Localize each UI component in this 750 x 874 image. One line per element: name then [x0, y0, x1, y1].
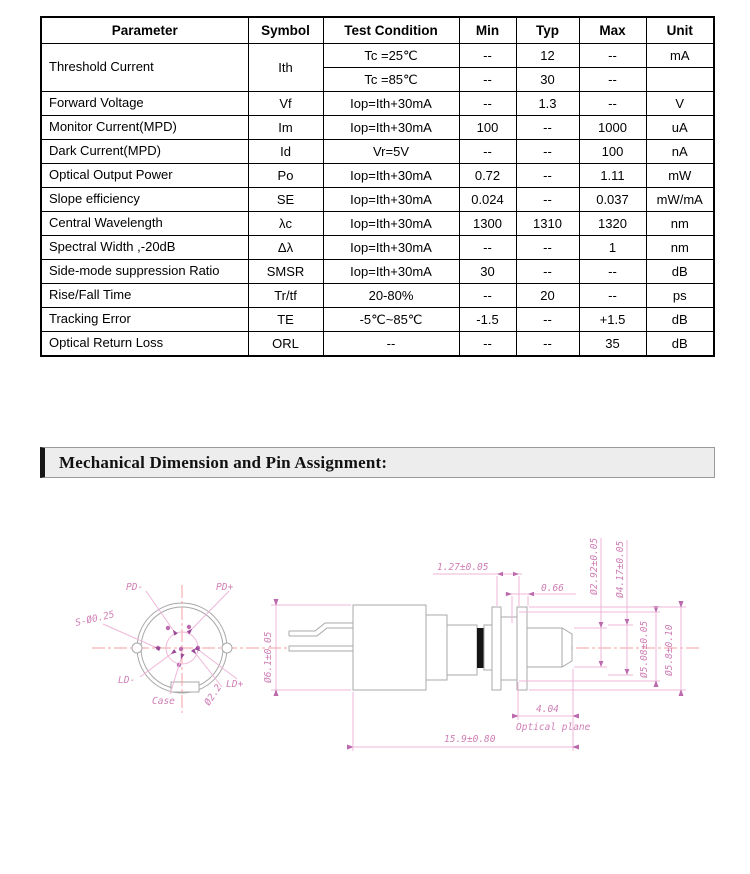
cell: --	[516, 188, 579, 212]
mechanical-drawing	[0, 490, 750, 820]
pin-dot	[187, 625, 191, 629]
col-header: Typ	[516, 17, 579, 44]
leader-pin-circle	[196, 654, 222, 687]
cell: --	[459, 140, 516, 164]
label-optical-plane: Optical plane	[516, 722, 591, 733]
cell: --	[459, 332, 516, 357]
pin-lead-bent	[289, 623, 353, 631]
dim-total-len: 15.9±0.80	[444, 734, 496, 745]
right-notch	[222, 643, 232, 653]
col-header: Max	[579, 17, 646, 44]
cell: Side-mode suppression Ratio	[41, 260, 248, 284]
dim-nose-dia: Ø4.17±0.05	[615, 540, 626, 598]
cell: Tc =25℃	[323, 44, 459, 68]
cell: Iop=Ith+30mA	[323, 92, 459, 116]
cell: Δλ	[248, 236, 323, 260]
cell: --	[459, 92, 516, 116]
table-row	[41, 236, 714, 260]
cell: 30	[516, 68, 579, 92]
cell: TE	[248, 308, 323, 332]
cell: SMSR	[248, 260, 323, 284]
cell: 1300	[459, 212, 516, 236]
cell: --	[579, 44, 646, 68]
dim-nose-tip-dia: Ø2.92±0.05	[589, 537, 600, 595]
table-row	[41, 260, 714, 284]
cell: --	[516, 164, 579, 188]
cell: Slope efficiency	[41, 188, 248, 212]
cell: Dark Current(MPD)	[41, 140, 248, 164]
cell: Ith	[248, 44, 323, 92]
cell: Threshold Current	[41, 44, 248, 92]
cell: Forward Voltage	[41, 92, 248, 116]
cell: Iop=Ith+30mA	[323, 164, 459, 188]
cell: Optical Return Loss	[41, 332, 248, 357]
flange-rib-2	[517, 607, 527, 690]
cell: Iop=Ith+30mA	[323, 236, 459, 260]
cell: --	[459, 284, 516, 308]
cell: ORL	[248, 332, 323, 357]
side-view	[289, 605, 572, 690]
cell: -5℃~85℃	[323, 308, 459, 332]
dim-flange-offset: 1.27±0.05	[437, 562, 489, 573]
table-row	[41, 140, 714, 164]
cell: Vf	[248, 92, 323, 116]
cell: SE	[248, 188, 323, 212]
pin-dot	[166, 626, 170, 630]
cell: 0.024	[459, 188, 516, 212]
table-header-row	[41, 17, 714, 44]
cell: 100	[459, 116, 516, 140]
cell: 30	[459, 260, 516, 284]
table-row	[41, 92, 714, 116]
step-section-2	[447, 625, 477, 675]
cell: Iop=Ith+30mA	[323, 188, 459, 212]
cell: 20	[516, 284, 579, 308]
dim-collar-dia: Ø5.08±0.05	[639, 620, 650, 678]
col-header: Symbol	[248, 17, 323, 44]
cell: ps	[646, 284, 714, 308]
cell: --	[323, 332, 459, 357]
section-title: Mechanical Dimension and Pin Assignment:	[59, 452, 388, 472]
pin-dot	[196, 646, 200, 650]
cell: 1.11	[579, 164, 646, 188]
col-header: Min	[459, 17, 516, 44]
cell: dB	[646, 308, 714, 332]
arrowhead	[506, 592, 512, 597]
dim-body-dia: Ø6.1±0.05	[263, 631, 274, 683]
table-row	[41, 332, 714, 357]
collar	[484, 625, 492, 670]
leader-hole	[103, 624, 155, 647]
cell: Im	[248, 116, 323, 140]
nose-cylinder	[527, 628, 572, 667]
cell: Central Wavelength	[41, 212, 248, 236]
table-row	[41, 284, 714, 308]
cell: --	[516, 332, 579, 357]
cell: Po	[248, 164, 323, 188]
cell: Rise/Fall Time	[41, 284, 248, 308]
bottom-key-tab	[171, 682, 199, 692]
o-ring	[477, 628, 484, 668]
table-row	[41, 116, 714, 140]
table-row	[41, 212, 714, 236]
section-header-bar	[40, 447, 715, 478]
cell: uA	[646, 116, 714, 140]
pin-lead-straight	[289, 646, 353, 651]
cell: 20-80%	[323, 284, 459, 308]
cell: --	[516, 236, 579, 260]
arrowhead	[599, 622, 604, 628]
cell: +1.5	[579, 308, 646, 332]
step-section-1	[426, 615, 447, 680]
flange-mid	[501, 617, 517, 680]
spec-table	[40, 16, 715, 357]
label-case: Case	[152, 696, 175, 707]
cell: Tc =85℃	[323, 68, 459, 92]
label-pd-plus: PD+	[216, 582, 234, 593]
cell: --	[516, 308, 579, 332]
arrowhead	[513, 572, 519, 577]
cell: dB	[646, 260, 714, 284]
col-header: Parameter	[41, 17, 248, 44]
cell: 12	[516, 44, 579, 68]
arrowhead	[625, 669, 630, 675]
table-row	[41, 188, 714, 212]
cell: Spectral Width ,-20dB	[41, 236, 248, 260]
cell: λc	[248, 212, 323, 236]
table-row	[41, 308, 714, 332]
cell: --	[516, 140, 579, 164]
cell: dB	[646, 332, 714, 357]
cell: 1310	[516, 212, 579, 236]
cell: nm	[646, 236, 714, 260]
cell: --	[579, 284, 646, 308]
cell: 0.037	[579, 188, 646, 212]
pin-lead-bent	[289, 628, 353, 636]
cell: Monitor Current(MPD)	[41, 116, 248, 140]
cell: nA	[646, 140, 714, 164]
leader-pd-minus	[146, 591, 173, 630]
cell: --	[459, 68, 516, 92]
flange-rib-1	[492, 607, 501, 690]
cell: 1.3	[516, 92, 579, 116]
pin-dot	[179, 647, 183, 651]
cell: V	[646, 92, 714, 116]
cell: Tr/tf	[248, 284, 323, 308]
label-pd-minus: PD-	[126, 582, 144, 593]
cell: Iop=Ith+30mA	[323, 212, 459, 236]
arrowhead	[528, 592, 534, 597]
cell: Optical Output Power	[41, 164, 248, 188]
cell: 100	[579, 140, 646, 164]
cell: 0.72	[459, 164, 516, 188]
cell: --	[579, 92, 646, 116]
label-ld-plus: LD+	[226, 679, 244, 690]
cell: --	[459, 44, 516, 68]
col-header: Unit	[646, 17, 714, 44]
label-pin-circle-dia: Ø2.2	[202, 682, 225, 708]
cell: Iop=Ith+30mA	[323, 116, 459, 140]
dim-flange-dia: Ø5.8±0.10	[664, 624, 675, 676]
label-ld-minus: LD-	[118, 675, 136, 686]
table-row	[41, 164, 714, 188]
cell: mW/mA	[646, 188, 714, 212]
cell	[646, 68, 714, 92]
dim-nose-len: 4.04	[536, 704, 559, 715]
cell: 1	[579, 236, 646, 260]
cell: Vr=5V	[323, 140, 459, 164]
cell: --	[516, 116, 579, 140]
arrowhead	[625, 619, 630, 625]
cell: --	[579, 260, 646, 284]
arrowhead	[497, 572, 503, 577]
cell: Iop=Ith+30mA	[323, 260, 459, 284]
arrowhead	[599, 661, 604, 667]
cell: 35	[579, 332, 646, 357]
cell: --	[516, 260, 579, 284]
left-notch	[132, 643, 142, 653]
dim-rib-gap: 0.66	[541, 583, 564, 594]
cell: Id	[248, 140, 323, 164]
cell: mA	[646, 44, 714, 68]
label-hole: S-Ø0.25	[74, 609, 116, 629]
cell: --	[459, 236, 516, 260]
main-body	[353, 605, 426, 690]
cell: 1000	[579, 116, 646, 140]
cell: -1.5	[459, 308, 516, 332]
cell: Tracking Error	[41, 308, 248, 332]
pin-dot	[156, 646, 160, 650]
table-row	[41, 44, 714, 68]
cell: nm	[646, 212, 714, 236]
cell: 1320	[579, 212, 646, 236]
col-header: Test Condition	[323, 17, 459, 44]
cell: mW	[646, 164, 714, 188]
cell: --	[579, 68, 646, 92]
